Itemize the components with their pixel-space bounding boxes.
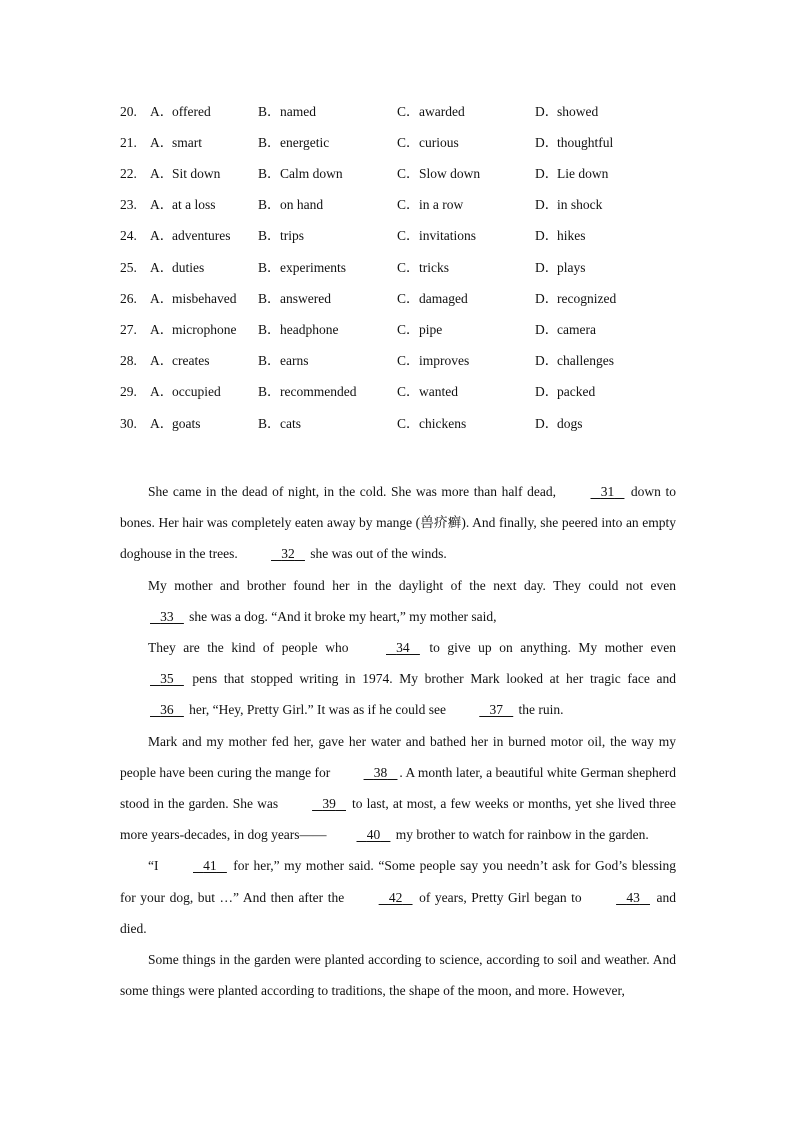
blank-35: 35 [160,671,174,687]
option-b [258,258,346,278]
option-d [535,102,598,122]
option-c [397,382,458,402]
option-text: plays [557,260,586,275]
option-row [0,414,794,434]
option-text: earns [280,353,309,368]
option-a [150,382,221,402]
blank-36: 36 [160,702,174,718]
option-text: awarded [419,104,465,119]
option-text: Calm down [280,166,343,181]
option-text: thoughtful [557,135,614,150]
option-letter: A． [150,291,174,306]
option-letter: A． [150,416,174,431]
blank-34: 34 [396,640,410,656]
option-letter: A． [150,260,174,275]
option-text: cats [280,416,301,431]
option-letter: D． [535,353,559,368]
passage-text: she was out of the winds. [306,546,447,562]
option-text: Lie down [557,166,609,181]
option-row [0,258,794,278]
option-a [150,414,201,434]
option-letter: A． [150,166,174,181]
option-letter: B． [258,260,281,275]
cloze-passage [120,476,676,1006]
option-letter: A． [150,197,174,212]
option-letter: B． [258,104,281,119]
option-text: chickens [419,416,467,431]
option-text: improves [419,353,470,368]
option-c [397,133,459,153]
option-letter: A． [150,322,174,337]
passage-text: to last, at most, a few weeks or months, yet she lived three more years-decades, in dog years—— [120,796,676,843]
option-letter: C． [397,416,420,431]
option-d [535,351,614,371]
option-text: named [280,104,316,119]
question-number: 26. [120,291,137,306]
option-text: camera [557,322,596,337]
passage-text: My mother and brother found her in the daylight of the next day. They could not even [148,577,676,593]
option-text: occupied [172,384,221,399]
option-letter: D． [535,291,559,306]
option-b [258,226,304,246]
option-text: energetic [280,135,330,150]
option-a [150,102,211,122]
option-text: tricks [419,260,449,275]
passage-text: “I [148,858,164,874]
question-number: 23. [120,197,137,212]
passage-text: to give up on anything. My mother even [421,640,676,656]
option-d [535,320,596,340]
option-row [0,320,794,340]
paragraph-2 [120,570,676,632]
paragraph-3 [120,632,676,726]
question-number: 30. [120,416,137,431]
option-letter: C． [397,197,420,212]
option-c [397,414,466,434]
option-letter: C． [397,228,420,243]
option-c [397,102,465,122]
option-text: answered [280,291,331,306]
option-a [150,226,230,246]
passage-text: . A month later, a beautiful white German shepherd stood in the garden. She was [120,764,676,812]
option-row [0,289,794,309]
option-letter: C． [397,135,420,150]
option-text: recognized [557,291,617,306]
passage-text: her, “Hey, Pretty Girl.” It was as if he could see [185,702,450,718]
option-text: microphone [172,322,237,337]
option-text: on hand [280,197,324,212]
option-letter: B． [258,322,281,337]
option-text: experiments [280,260,346,275]
question-number: 20. [120,104,137,119]
option-b [258,351,308,371]
option-a [150,195,216,215]
paragraph-4 [120,726,676,851]
option-letter: B． [258,416,281,431]
blank-43: 43 [626,889,640,905]
option-b [258,164,343,184]
blank-40: 40 [366,827,381,843]
option-letter: A． [150,384,174,399]
blank-39: 39 [322,796,336,812]
question-number: 24. [120,228,137,243]
passage-text: Some things in the garden were planted according to science, according to soil and weather. And some things were planted according to traditions, the shape of the moon, and more. However, [120,952,676,999]
option-b [258,102,316,122]
option-a [150,351,209,371]
option-text: dogs [557,416,583,431]
option-letter: B． [258,135,281,150]
option-letter: C． [397,104,420,119]
passage-text: down to bones. Her hair was completely eaten away by mange (兽疥癣). And finally, she peered into an empty doghouse in the trees. [120,484,677,562]
option-letter: D． [535,228,559,243]
blank-33: 33 [160,608,174,624]
option-d [535,382,595,402]
paragraph-5 [120,850,676,944]
option-letter: C． [397,166,420,181]
option-b [258,195,323,215]
passage-text: the ruin. [515,702,564,718]
option-text: hikes [557,228,586,243]
option-letter: C． [397,384,420,399]
option-letter: B． [258,228,281,243]
option-text: showed [557,104,599,119]
option-b [258,133,329,153]
passage-text: Mark and my mother fed her, gave her water and bathed her in burned motor oil, the way my people have been curing the mange for [120,733,676,780]
option-letter: D． [535,416,559,431]
option-letter: B． [258,384,281,399]
option-letter: D． [535,260,559,275]
option-c [397,195,463,215]
question-number: 27. [120,322,137,337]
passage-text: and died. [120,889,676,936]
option-row [0,226,794,246]
option-c [397,164,480,184]
question-number: 29. [120,384,137,399]
blank-41: 41 [203,858,217,874]
option-text: creates [172,353,210,368]
option-b [258,320,338,340]
option-letter: A． [150,228,174,243]
option-letter: D． [535,197,559,212]
passage-text: She came in the dead of night, in the cold. She was more than half dead, [148,484,561,499]
option-a [150,164,220,184]
option-text: Slow down [419,166,481,181]
option-text: packed [557,384,596,399]
option-letter: D． [535,384,559,399]
option-text: adventures [172,228,231,243]
paragraph-1 [120,476,676,570]
option-d [535,414,583,434]
option-letter: D． [535,322,559,337]
blank-31: 31 [600,484,615,499]
option-letter: B． [258,291,281,306]
option-letter: D． [535,166,559,181]
option-letter: A． [150,135,174,150]
option-a [150,289,236,309]
option-text: in shock [557,197,603,212]
option-d [535,226,586,246]
passage-text: for her,” my mother said. “Some people say you needn’t ask for God’s blessing for your dog, but …” And then after the [120,858,676,905]
option-text: smart [172,135,202,150]
option-b [258,414,301,434]
option-row [0,382,794,402]
option-row [0,195,794,215]
passage-text: They are the kind of people who [148,640,357,656]
option-text: duties [172,260,205,275]
blank-42: 42 [388,889,403,905]
option-d [535,258,586,278]
option-letter: D． [535,135,559,150]
option-b [258,289,331,309]
passage-text: my brother to watch for rainbow in the garden. [392,827,649,843]
option-text: trips [280,228,305,243]
option-letter: B． [258,166,281,181]
option-d [535,195,602,215]
option-c [397,289,468,309]
option-text: wanted [419,384,458,399]
option-letter: D． [535,104,559,119]
option-text: offered [172,104,211,119]
option-text: curious [419,135,459,150]
option-text: damaged [419,291,468,306]
option-text: Sit down [172,166,221,181]
question-number: 22. [120,166,137,181]
option-c [397,226,476,246]
option-letter: C． [397,291,420,306]
option-row [0,102,794,122]
option-letter: A． [150,353,174,368]
passage-text: of years, Pretty Girl began to [414,889,587,905]
passage-text: she was a dog. “And it broke my heart,” my mother said, [185,608,497,624]
option-text: in a row [419,197,464,212]
option-row [0,164,794,184]
option-row [0,133,794,153]
question-number: 25. [120,260,137,275]
passage-text: pens that stopped writing in 1974. My brother Mark looked at her tragic face and [185,671,676,687]
option-a [150,133,202,153]
option-text: headphone [280,322,339,337]
option-c [397,351,469,371]
option-text: invitations [419,228,476,243]
option-letter: B． [258,197,281,212]
option-a [150,258,204,278]
option-a [150,320,236,340]
option-d [535,289,616,309]
option-c [397,258,449,278]
option-letter: A． [150,104,174,119]
blank-37: 37 [489,702,503,718]
paragraph-6 [120,944,676,1006]
option-letter: C． [397,322,420,337]
option-text: goats [172,416,201,431]
question-number: 28. [120,353,137,368]
option-text: pipe [419,322,443,337]
blank-38: 38 [373,764,388,780]
option-text: at a loss [172,197,216,212]
option-d [535,133,613,153]
option-text: misbehaved [172,291,237,306]
option-text: recommended [280,384,357,399]
option-b [258,382,356,402]
option-letter: C． [397,260,420,275]
option-d [535,164,608,184]
option-letter: B． [258,353,281,368]
option-letter: C． [397,353,420,368]
option-row [0,351,794,371]
question-number: 21. [120,135,137,150]
blank-32: 32 [281,546,295,562]
option-c [397,320,442,340]
option-text: challenges [557,353,614,368]
